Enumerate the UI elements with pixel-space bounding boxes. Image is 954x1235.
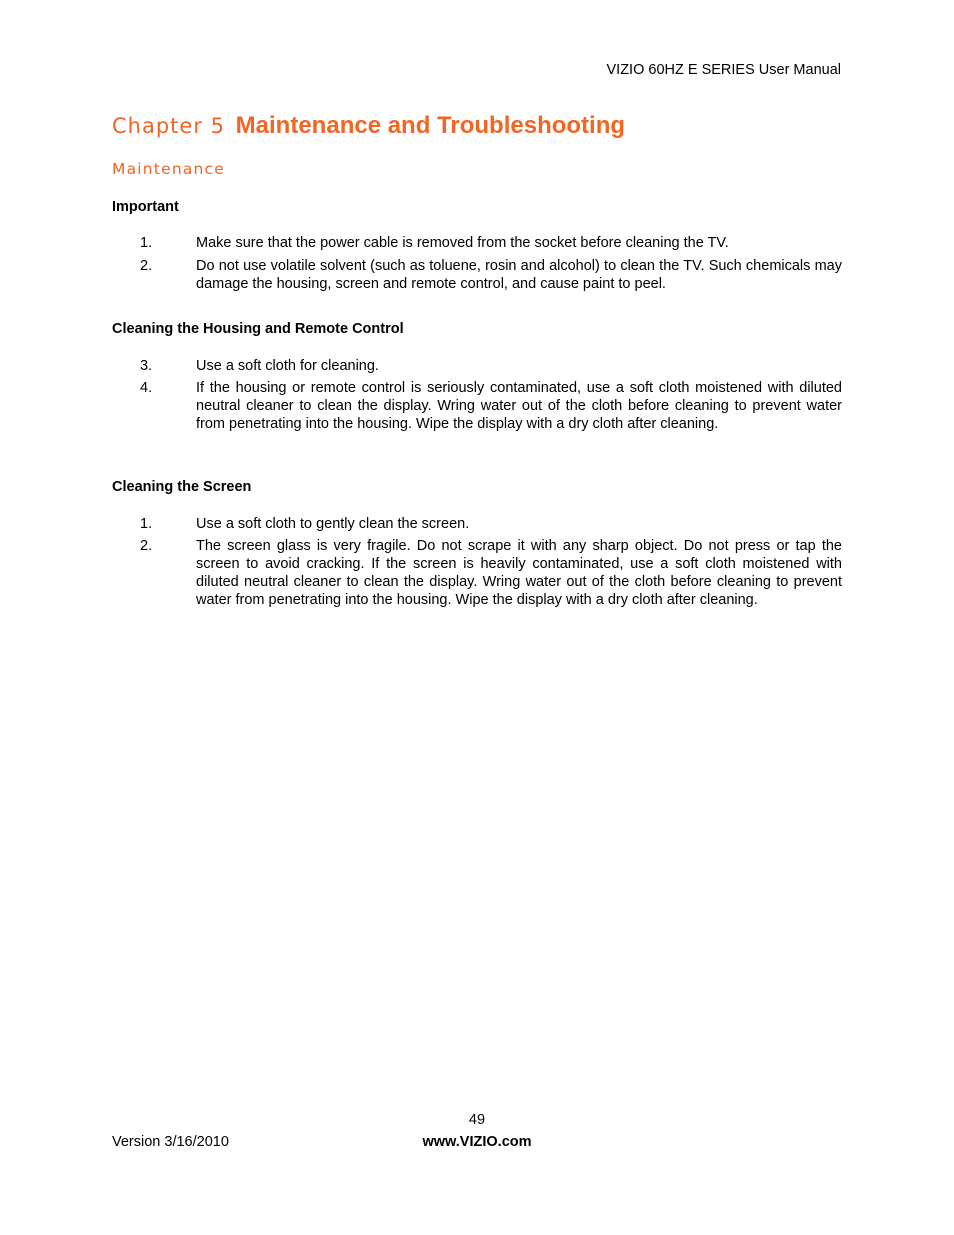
list-item-text: Do not use volatile solvent (such as toluene, rosin and alcohol) to clean the TV. Such chemicals may damage the housing, screen and remote control, and cause paint to peel. [196, 258, 842, 292]
list-item [112, 537, 842, 609]
list-item [112, 234, 842, 252]
list-item-number: 1. [140, 516, 153, 532]
section-title: Maintenance [112, 160, 226, 178]
list-item-number: 2. [140, 258, 153, 274]
website-link[interactable]: www.VIZIO.com [422, 1134, 532, 1150]
list-item [112, 379, 842, 433]
list-item [112, 515, 842, 533]
page-number: 49 [468, 1112, 486, 1128]
housing-heading: Cleaning the Housing and Remote Control [112, 321, 404, 337]
screen-heading: Cleaning the Screen [112, 479, 252, 495]
list-item-number: 1. [140, 235, 153, 251]
version-label: Version 3/16/2010 [112, 1134, 229, 1150]
list-item [112, 257, 842, 293]
list-item [112, 357, 842, 375]
list-item-text: Make sure that the power cable is removed from the socket before cleaning the TV. [196, 235, 729, 251]
chapter-label: Chapter 5 [112, 114, 225, 138]
list-item-number: 2. [140, 538, 153, 554]
list-item-text: If the housing or remote control is seriously contaminated, use a soft cloth moistened with diluted neutral cleaner to clean the display. Wring water out of the cloth before cleaning to prevent water from penetrating into the housing. Wipe the display with a dry cloth after cleaning. [196, 380, 842, 432]
chapter-name: Maintenance and Troubleshooting [235, 112, 626, 139]
important-heading: Important [112, 199, 179, 215]
list-item-number: 4. [140, 380, 153, 396]
running-header: VIZIO 60HZ E SERIES User Manual [606, 62, 841, 78]
list-item-text: Use a soft cloth for cleaning. [196, 358, 379, 374]
list-item-text: Use a soft cloth to gently clean the screen. [196, 516, 470, 532]
chapter-title [112, 111, 625, 141]
list-item-text: The screen glass is very fragile. Do not scrape it with any sharp object. Do not press or tap the screen to avoid cracking. If the screen is heavily contaminated, use a soft cloth moistened with diluted neutral cleaner to clean the display. Wring water out of the cloth before cleaning to prevent water from penetrating into the housing. Wipe the display with a dry cloth after cleaning. [196, 538, 842, 608]
list-item-number: 3. [140, 358, 153, 374]
